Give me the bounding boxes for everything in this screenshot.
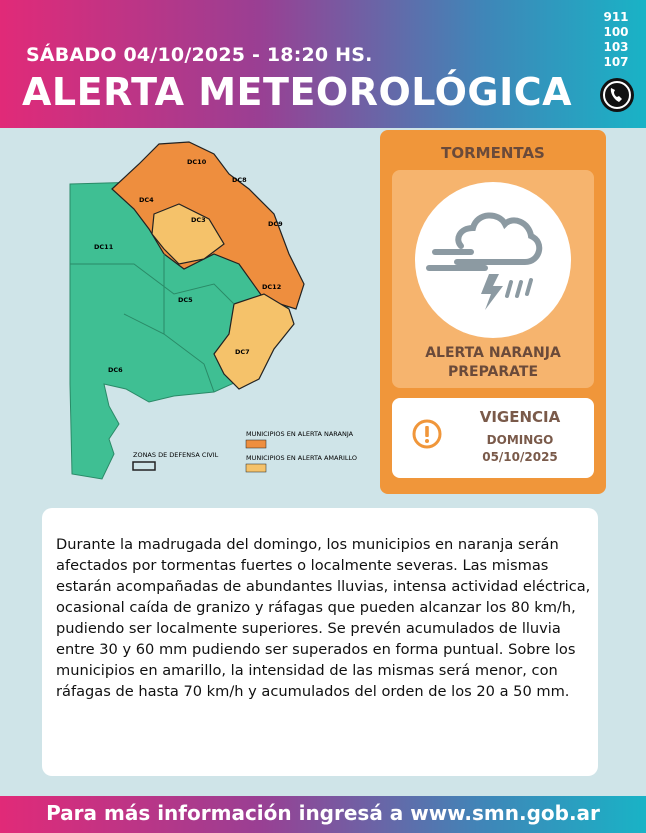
- vigencia-title: VIGENCIA: [479, 408, 561, 426]
- alert-panel: [380, 130, 606, 494]
- province-map: [64, 134, 364, 486]
- warning-icon: [412, 419, 442, 449]
- vigencia-date: [450, 432, 590, 466]
- legend-naranja-swatch: [246, 440, 266, 448]
- zone-label: DC8: [232, 176, 247, 184]
- zone-label: DC6: [108, 366, 123, 374]
- alert-level-name: ALERTA NARANJA: [425, 345, 561, 361]
- emergency-numbers: [598, 10, 634, 70]
- page-title: ALERTA METEOROLÓGICA: [22, 70, 573, 114]
- alert-level-action: PREPARATE: [447, 364, 539, 380]
- description-card: [42, 508, 598, 776]
- legend-amarillo-swatch: [246, 464, 266, 472]
- hazard-type: TORMENTAS: [441, 144, 545, 162]
- footer-banner: [0, 796, 646, 833]
- phone-number[interactable]: 911: [603, 10, 629, 24]
- legend-amarillo-label: MUNICIPIOS EN ALERTA AMARILLO: [246, 454, 358, 462]
- alert-level-card: [392, 170, 594, 388]
- alert-level: [392, 344, 594, 382]
- zone-label: DC12: [262, 283, 282, 291]
- footer-link[interactable]: Para más información ingresá a www.smn.gob.ar: [46, 801, 600, 825]
- legend-naranja-label: MUNICIPIOS EN ALERTA NARANJA: [246, 430, 354, 438]
- icon-circle: [415, 182, 571, 338]
- vigencia-date-value: 05/10/2025: [482, 450, 558, 464]
- description-text: Durante la madrugada del domingo, los municipios en naranja serán afectados por tormentas fuertes o localmente severas. Las mismas estarán acompañadas de abundantes lluvias, intensa actividad eléctrica, ocasional caída de granizo y ráfagas que pueden alcanzar los 80 km/h, pudiendo ser localmente superiores. Se prevén acumulados de lluvia entre 30 y 60 mm pudiendo ser superados en forma puntual. Sobre los municipios en amarillo, la intensidad de las mismas será menor, con ráfagas de hasta 70 km/h y acumulados del orden de los 20 a 50 mm.: [56, 536, 591, 700]
- phone-icon: [599, 77, 635, 113]
- header-banner: [0, 0, 646, 128]
- zone-label: DC4: [139, 196, 154, 204]
- zone-label: DC9: [268, 220, 283, 228]
- zone-label: DC3: [191, 216, 206, 224]
- legend-defensa-swatch: [133, 462, 155, 470]
- storm-cloud-icon: [415, 182, 571, 338]
- phone-number[interactable]: 103: [603, 40, 629, 54]
- alert-datetime: SÁBADO 04/10/2025 - 18:20 HS.: [26, 44, 373, 66]
- legend-defensa-label: ZONAS DE DEFENSA CIVIL: [133, 451, 219, 459]
- zone-label: DC11: [94, 243, 114, 251]
- zone-label: DC10: [187, 158, 207, 166]
- phone-number[interactable]: 100: [603, 25, 629, 39]
- vigencia-day: DOMINGO: [486, 433, 554, 447]
- vigencia-card: [392, 398, 594, 478]
- zone-label: DC5: [178, 296, 193, 304]
- zone-label: DC7: [235, 348, 250, 356]
- phone-number[interactable]: 107: [603, 55, 629, 69]
